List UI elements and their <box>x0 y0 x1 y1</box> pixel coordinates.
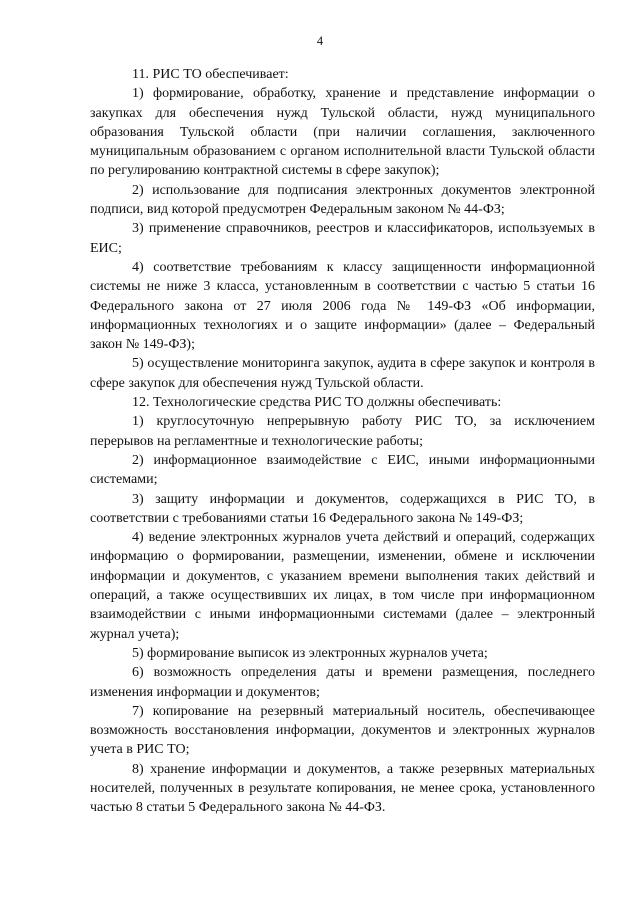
section-12-item-6: 6) возможность определения даты и времени размещения, последнего изменения информации и документов; <box>90 665 595 700</box>
section-11-item-3: 3) применение справочников, реестров и классификаторов, используемых в ЕИС; <box>90 221 595 256</box>
section-11-item-2: 2) использование для подписания электронных документов электронной подписи, вид которой предусмотрен Федеральным законом № 44-ФЗ; <box>90 182 595 218</box>
section-12-item-5: 5) формирование выписок из электронных журналов учета; <box>132 645 488 661</box>
section-12-item-7: 7) копирование на резервный материальный носитель, обеспечивающее возможность восстановления информации, документов и электронных журналов учета в РИС ТО; <box>90 703 595 758</box>
section-12-item-1: 1) круглосуточную непрерывную работу РИС ТО, за исключением перерывов на регламентные и технологические работы; <box>90 414 595 449</box>
page-number: 4 <box>316 34 324 48</box>
section-12-item-2: 2) информационное взаимодействие с ЕИС, иными информационными системами; <box>90 452 595 488</box>
section-11-item-1: 1) формирование, обработку, хранение и представление информации о закупках для обеспечения нужд Тульской области, нужд муниципального образования Тульской области (при наличии соглашения, заключенного муниципальным образованием с органом исполнительной власти Тульской области по регулированию контрактной системы в сфере закупок); <box>90 86 595 179</box>
section-11-item-5: 5) осуществление мониторинга закупок, аудита в сфере закупок и контроля в сфере закупок для обеспечения нужд Тульской области. <box>90 356 595 391</box>
section-12-heading: 12. Технологические средства РИС ТО должны обеспечивать: <box>132 395 502 411</box>
section-12-item-8: 8) хранение информации и документов, а также резервных материальных носителей, полученных в результате копирования, не менее срока, установленного частью 8 статьи 5 Федерального закона № 44-ФЗ. <box>90 761 595 816</box>
document-body <box>90 65 595 818</box>
section-11-heading: 11. РИС ТО обеспечивает: <box>132 67 289 82</box>
section-12-item-3: 3) защиту информации и документов, содержащихся в РИС ТО, в соответствии с требованиями статьи 16 Федерального закона № 149-ФЗ; <box>90 491 595 526</box>
section-12-item-4: 4) ведение электронных журналов учета действий и операций, содержащих информацию о формировании, размещении, изменении, обмене и исключении информации и документов, с указанием времени выполнения таких действий и операций, а также осуществивших их лицах, в том числе при информационном взаимодействии с иными информационными системами (далее – электронный журнал учета); <box>90 530 595 642</box>
section-11-item-4: 4) соответствие требованиям к классу защищенности информационной системы не ниже 3 класса, установленным в соответствии с частью 5 статьи 16 Федерального закона от 27 июля 2006 года № 149-ФЗ «Об информации, информационных технологиях и о защите информации» (далее – Федеральный закон № 149-ФЗ); <box>90 259 595 353</box>
